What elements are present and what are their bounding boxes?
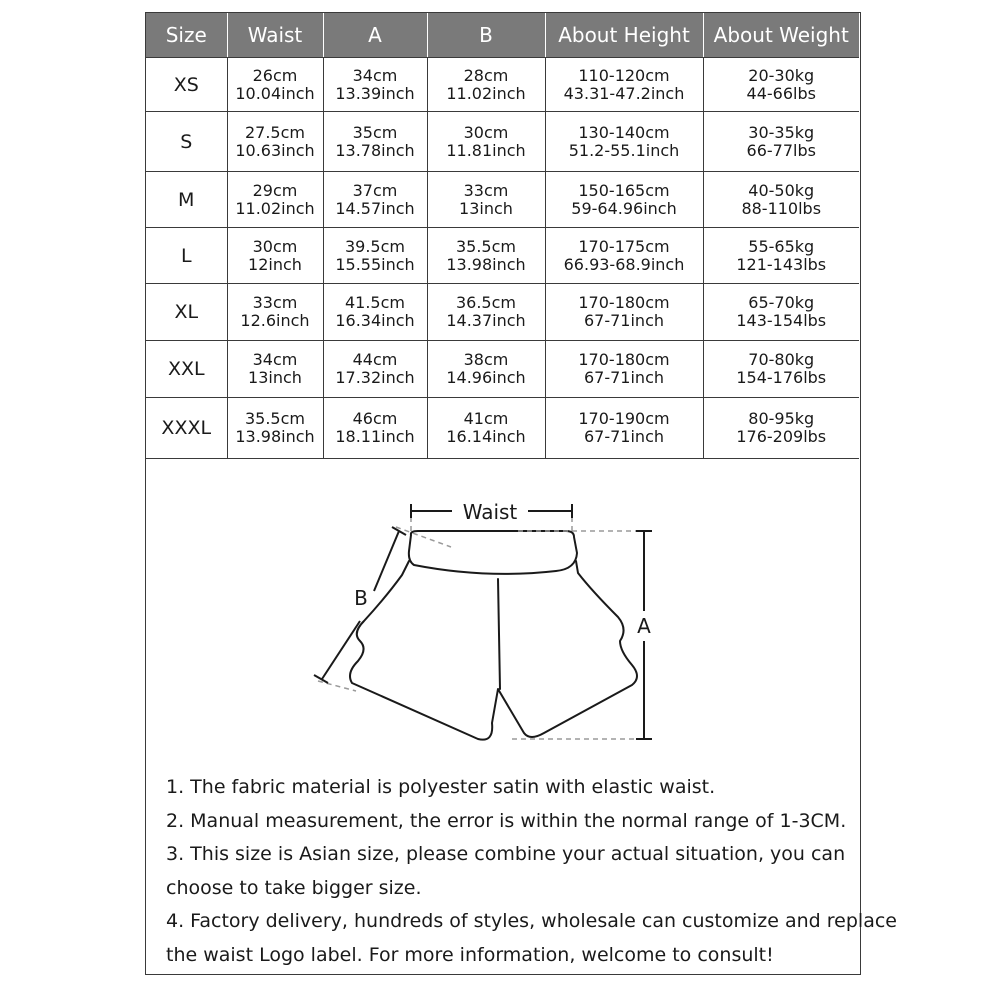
- b-cell-value: 33cm: [463, 180, 509, 200]
- header-b: B: [427, 13, 545, 58]
- a-cell-value: 44cm: [352, 350, 398, 369]
- waist-cell-value: 10.63inch: [235, 140, 315, 160]
- shorts-center-seam: [498, 579, 500, 689]
- waist-cell: [227, 172, 323, 228]
- b-cell-value: 11.81inch: [446, 140, 526, 160]
- note-line: the waist Logo label. For more information, welcome to consult!: [166, 943, 774, 966]
- a-cell: [323, 58, 427, 112]
- weight-cell-value: 80-95kg: [748, 409, 815, 428]
- a-cell-value: 35cm: [352, 122, 398, 142]
- a-cell: [323, 112, 427, 172]
- a-cell-value: 13.78inch: [335, 140, 415, 160]
- b-guide-bottom: [318, 681, 356, 691]
- height-cell-value: 170-175cm: [578, 236, 670, 256]
- height-cell: [545, 341, 703, 398]
- height-cell-value: 110-120cm: [578, 65, 670, 85]
- size-cell: XXL: [146, 341, 227, 398]
- weight-cell: [703, 341, 859, 398]
- shorts-body: [350, 561, 637, 740]
- a-cell-value: 16.34inch: [335, 311, 415, 330]
- weight-cell-value: 30-35kg: [748, 122, 815, 142]
- b-cell: [427, 284, 545, 341]
- a-cell-value: 39.5cm: [344, 236, 405, 256]
- height-cell: [545, 58, 703, 112]
- waist-cell: [227, 398, 323, 459]
- weight-cell: [703, 228, 859, 284]
- height-cell-value: 67-71inch: [583, 368, 664, 387]
- b-cell-value: 36.5cm: [455, 293, 516, 312]
- waist-cell-value: 34cm: [252, 350, 298, 369]
- b-cell-value: 13.98inch: [446, 254, 526, 274]
- b-cell: [427, 172, 545, 228]
- height-cell-value: 67-71inch: [583, 427, 664, 446]
- header-about-height: About Height: [545, 13, 703, 58]
- size-cell: L: [146, 228, 227, 284]
- waist-cell-value: 27.5cm: [244, 122, 305, 142]
- table-row: [146, 112, 859, 172]
- b-label: B: [354, 586, 368, 610]
- weight-cell-value: 121-143lbs: [736, 254, 827, 274]
- waist-cell: [227, 58, 323, 112]
- b-cell: [427, 112, 545, 172]
- b-dimension-line-top: [374, 531, 399, 591]
- table-row: [146, 58, 859, 112]
- a-cell-value: 17.32inch: [335, 368, 415, 387]
- height-cell-value: 43.31-47.2inch: [563, 83, 685, 103]
- size-table: [146, 13, 859, 459]
- a-cell-value: 14.57inch: [335, 198, 415, 218]
- waist-cell-value: 11.02inch: [235, 198, 315, 218]
- a-cell-value: 13.39inch: [335, 83, 415, 103]
- header-a: A: [323, 13, 427, 58]
- a-label: A: [637, 614, 651, 638]
- shorts-waistband: [409, 531, 577, 574]
- b-cell-value: 41cm: [463, 409, 509, 428]
- b-cell-value: 13inch: [459, 198, 513, 218]
- a-cell: [323, 341, 427, 398]
- header-waist: Waist: [227, 13, 323, 58]
- header-size: Size: [146, 13, 227, 58]
- table-row: [146, 284, 859, 341]
- weight-cell: [703, 398, 859, 459]
- b-cell-value: 11.02inch: [446, 83, 526, 103]
- size-cell: XXXL: [146, 398, 227, 459]
- a-cell-value: 15.55inch: [335, 254, 415, 274]
- size-cell: XS: [146, 58, 227, 112]
- header-about-weight: About Weight: [703, 13, 859, 58]
- weight-cell-value: 143-154lbs: [736, 311, 827, 330]
- note-line: 2. Manual measurement, the error is within the normal range of 1-3CM.: [166, 809, 847, 832]
- b-cell-value: 16.14inch: [446, 427, 526, 446]
- table-header-row: [146, 13, 859, 58]
- b-cell-value: 35.5cm: [455, 236, 516, 256]
- weight-cell: [703, 172, 859, 228]
- weight-cell-value: 40-50kg: [748, 180, 815, 200]
- shorts-diagram: [146, 461, 859, 771]
- a-cell: [323, 172, 427, 228]
- a-cell-value: 41.5cm: [344, 293, 405, 312]
- note-line: 1. The fabric material is polyester satin with elastic waist.: [166, 776, 716, 798]
- waist-cell-value: 12inch: [248, 254, 302, 274]
- b-cell-value: 14.37inch: [446, 311, 526, 330]
- weight-cell-value: 66-77lbs: [746, 140, 816, 160]
- size-cell: S: [146, 112, 227, 172]
- height-cell: [545, 172, 703, 228]
- weight-cell-value: 154-176lbs: [736, 368, 827, 387]
- weight-cell-value: 55-65kg: [748, 236, 815, 256]
- waist-cell-value: 26cm: [252, 65, 298, 85]
- b-cell: [427, 398, 545, 459]
- waist-cell-value: 29cm: [252, 180, 298, 200]
- size-cell: XL: [146, 284, 227, 341]
- height-cell-value: 59-64.96inch: [571, 198, 677, 218]
- weight-cell: [703, 284, 859, 341]
- size-chart-sheet: [145, 12, 897, 975]
- weight-cell: [703, 112, 859, 172]
- note-line: 4. Factory delivery, hundreds of styles, wholesale can customize and replace: [166, 910, 897, 933]
- height-cell-value: 170-180cm: [578, 293, 670, 312]
- waist-cell: [227, 341, 323, 398]
- waist-cell-value: 12.6inch: [240, 311, 310, 330]
- waist-cell-value: 33cm: [252, 293, 298, 312]
- height-cell: [545, 228, 703, 284]
- waist-cell: [227, 284, 323, 341]
- waist-label: Waist: [462, 500, 518, 524]
- a-cell: [323, 398, 427, 459]
- height-cell-value: 67-71inch: [583, 311, 664, 330]
- b-cell-value: 30cm: [463, 122, 509, 142]
- waist-cell: [227, 228, 323, 284]
- a-cell-value: 34cm: [352, 65, 398, 85]
- a-cell: [323, 284, 427, 341]
- table-row: [146, 341, 859, 398]
- waist-cell-value: 13inch: [248, 368, 302, 387]
- height-cell: [545, 398, 703, 459]
- height-cell: [545, 284, 703, 341]
- weight-cell-value: 176-209lbs: [736, 427, 827, 446]
- weight-cell-value: 20-30kg: [748, 65, 815, 85]
- note-line: 3. This size is Asian size, please combine your actual situation, you can: [166, 843, 846, 866]
- height-cell-value: 51.2-55.1inch: [568, 140, 680, 160]
- table-row: [146, 228, 859, 284]
- height-cell-value: 150-165cm: [578, 180, 670, 200]
- b-cell-value: 14.96inch: [446, 368, 526, 387]
- height-cell: [545, 112, 703, 172]
- a-cell-value: 46cm: [352, 409, 398, 428]
- table-row: [146, 172, 859, 228]
- a-cell: [323, 228, 427, 284]
- b-cell-value: 38cm: [463, 350, 509, 369]
- height-cell-value: 170-180cm: [578, 350, 670, 369]
- waist-cell-value: 10.04inch: [235, 83, 315, 103]
- notes: [166, 771, 897, 973]
- b-cell: [427, 341, 545, 398]
- a-cell-value: 18.11inch: [335, 427, 415, 446]
- b-cell: [427, 228, 545, 284]
- size-cell: M: [146, 172, 227, 228]
- weight-cell: [703, 58, 859, 112]
- waist-cell-value: 35.5cm: [244, 409, 305, 428]
- weight-cell-value: 44-66lbs: [746, 83, 816, 103]
- weight-cell-value: 65-70kg: [748, 293, 815, 312]
- b-cell: [427, 58, 545, 112]
- note-line: choose to take bigger size.: [166, 876, 422, 899]
- b-cell-value: 28cm: [463, 65, 509, 85]
- weight-cell-value: 70-80kg: [748, 350, 815, 369]
- height-cell-value: 130-140cm: [578, 122, 670, 142]
- waist-cell-value: 13.98inch: [235, 427, 315, 446]
- table-body: [146, 58, 859, 459]
- table-row: [146, 398, 859, 459]
- waist-cell-value: 30cm: [252, 236, 298, 256]
- weight-cell-value: 88-110lbs: [741, 198, 822, 218]
- b-dimension-line-bottom: [322, 621, 360, 679]
- height-cell-value: 170-190cm: [578, 409, 670, 428]
- waist-cell: [227, 112, 323, 172]
- height-cell-value: 66.93-68.9inch: [563, 254, 685, 274]
- a-cell-value: 37cm: [352, 180, 398, 200]
